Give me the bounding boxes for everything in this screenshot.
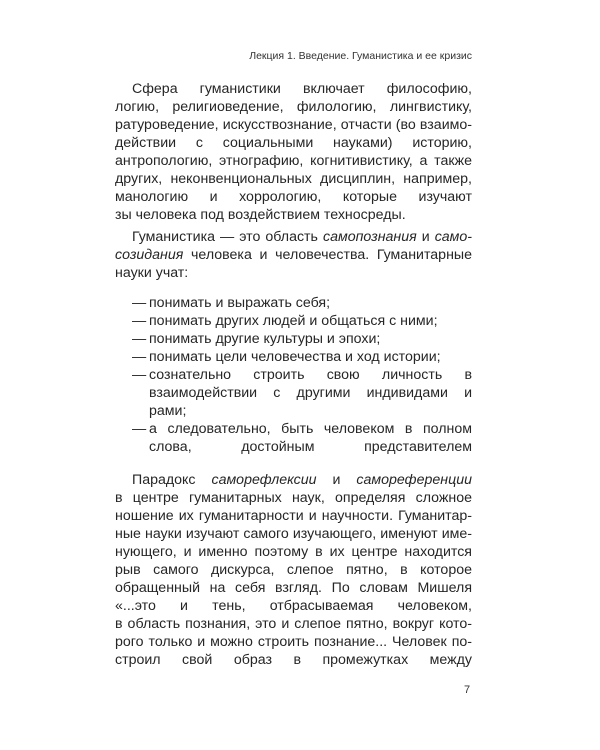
text-segment: манологию и хоррологию, которые изучают [115,189,472,205]
text-segment: и [416,229,435,245]
text-line [115,98,472,116]
text-line [115,152,472,170]
text-line [115,228,472,246]
text-segment: рыв самого дискурса, слепое пятно, в которое [115,562,472,578]
paragraph-2 [115,228,472,282]
paragraph-3 [115,471,472,669]
paragraph-1 [115,80,472,224]
dash-bullet: — [132,313,147,329]
text-segment: человека и человечества. Гуманитарные [183,247,472,263]
list-item-line: взаимодействии с другими индивидами и [149,385,472,401]
text-segment: Парадокс [132,472,212,488]
text-line [115,615,472,633]
text-line [115,525,472,543]
list-item-line: понимать других людей и общаться с ними; [149,313,438,329]
text-line [115,80,472,98]
text-line [115,597,472,615]
list-item-line: сознательно строить свою личность в [149,367,472,383]
text-line [115,561,472,579]
text-line [115,134,472,152]
text-line [115,651,472,669]
italic-term: созидания [115,247,184,263]
dash-bullet: — [132,367,147,383]
dash-bullet: — [132,421,147,437]
italic-term: самопознания [322,229,417,245]
text-line [115,507,472,525]
text-line [115,471,472,489]
text-line [115,188,472,206]
text-segment: ные науки изучают самого изучающего, именуют име- [115,526,472,542]
list-item-line: понимать другие культуры и эпохи; [149,331,381,347]
text-segment: нующего, и именно поэтому в их центре находится [115,544,472,560]
list-item-line: рами; [149,403,187,419]
text-segment: зы человека под воздействием техносреды. [115,207,406,223]
text-segment: Гуманистика — это область [132,229,323,245]
text-segment: других, неконвенциональных дисциплин, например, [115,171,472,187]
italic-term: самореференции [356,472,472,488]
bullet-list [115,294,472,456]
text-segment: в область познания, это и слепое пятно, вокруг кото- [115,616,472,632]
text-segment: ратуроведение, искусствознание, отчасти (во взаимо- [115,117,472,133]
text-segment: в центре гуманитарных наук, определяя сложное [115,490,472,506]
text-segment: антропологию, этнографию, когнитивистику, а также [115,153,472,169]
text-line [115,579,472,597]
list-item-line: понимать цели человечества и ход истории; [149,349,441,365]
list-item [115,330,472,348]
list-item [115,294,472,312]
text-line [115,116,472,134]
italic-term: само- [434,229,472,245]
page-number: 7 [464,684,471,696]
dash-bullet: — [132,331,147,347]
list-item [115,420,472,456]
text-segment: «...это и тень, отбрасываемая человеком, [115,598,472,614]
text-segment: науки учат: [115,265,189,281]
text-segment: обращенный на себя взгляд. По словам Мишеля [115,580,472,596]
list-item-line: слова, достойным представителем [149,439,472,455]
list-item [115,348,472,366]
text-segment: ношение их гуманитарности и научности. Гуманитар- [115,508,472,524]
text-line [115,170,472,188]
text-line [115,264,472,282]
text-segment: логию, религиоведение, филологию, лингвистику, [115,99,472,115]
italic-term: саморефлексии [211,472,317,488]
list-item [115,366,472,420]
text-segment: строил свой образ в промежутках между [115,652,472,668]
text-line [115,489,472,507]
dash-bullet: — [132,349,147,365]
text-segment: действии с социальными науками) историю, [115,135,472,151]
running-header: Лекция 1. Введение. Гуманистика и ее кризис [249,50,472,62]
list-item [115,312,472,330]
text-segment: рого только и можно строить познание... Человек по- [115,634,472,650]
text-segment: Сфера гуманистики включает философию, [132,81,472,97]
text-line [115,206,472,224]
text-line [115,633,472,651]
text-line [115,543,472,561]
list-item-line: понимать и выражать себя; [149,295,331,311]
text-line [115,246,472,264]
text-segment: и [316,472,357,488]
list-item-line: а следовательно, быть человеком в полном [149,421,472,437]
dash-bullet: — [132,295,147,311]
